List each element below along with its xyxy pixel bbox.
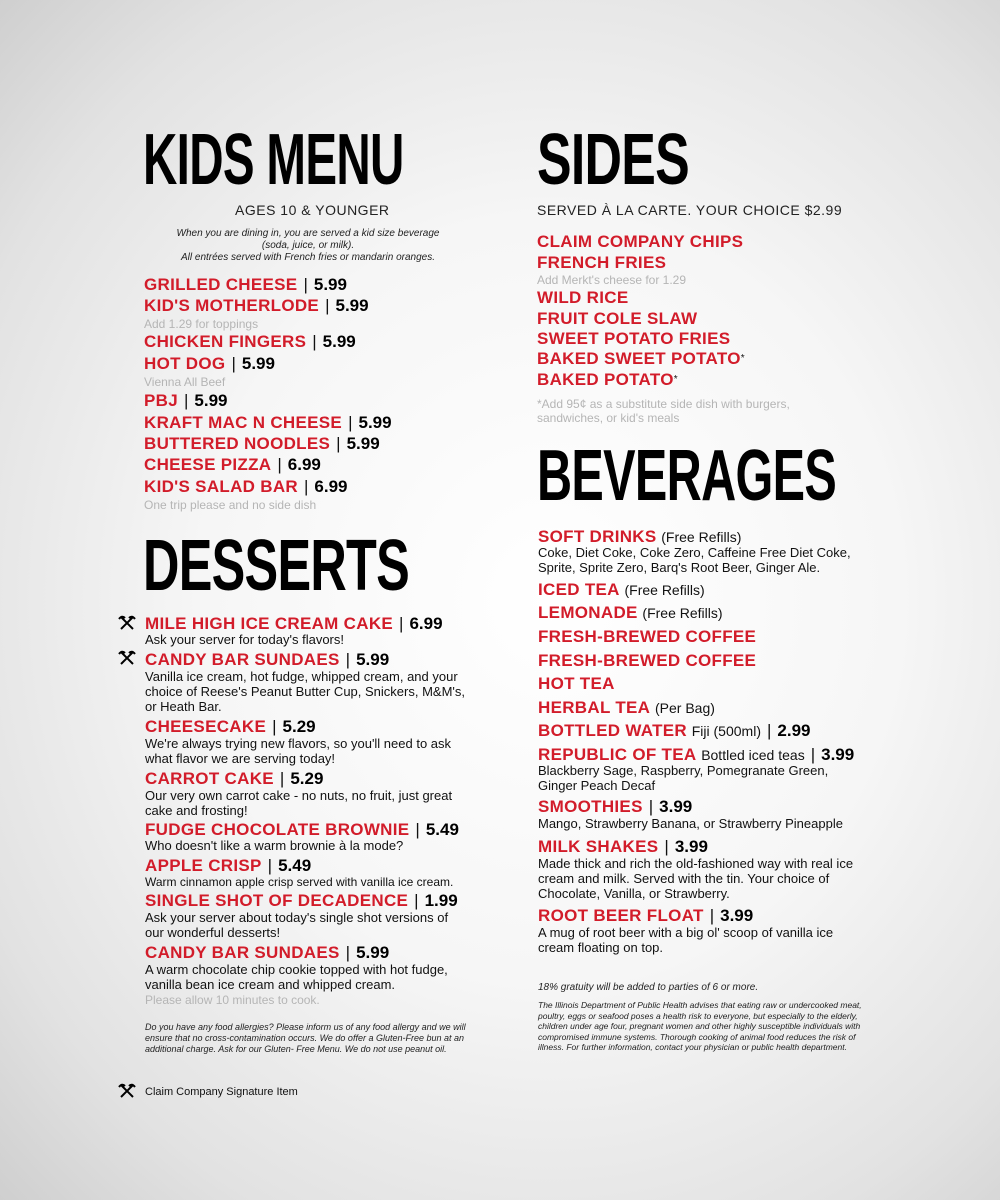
item-extra: Bottled iced teas [701,747,805,763]
item-price: 6.99 [287,455,321,474]
item-name: HERBAL TEA [538,698,651,717]
item-name: APPLE CRISP [145,856,262,875]
item-description: Who doesn't like a warm brownie à la mode? [145,838,404,853]
beverage-item: SMOOTHIES | 3.99 [538,797,693,816]
item-name: FUDGE CHOCOLATE BROWNIE [145,820,410,839]
item-name: FRENCH FRIES [537,253,667,272]
item-price: 5.99 [335,296,369,315]
beverage-item [538,627,756,647]
kids-intro-line-2: (soda, juice, or milk). [261,240,355,251]
asterisk-mark: * [740,353,745,364]
item-name: SINGLE SHOT OF DECADENCE [145,891,409,910]
item-price: 5.99 [194,391,228,410]
item-extra: (Free Refills) [642,605,723,621]
item-price: 6.99 [409,614,443,633]
dessert-item: CANDY BAR SUNDAES | 5.99 [145,943,390,962]
item-name: SOFT DRINKS [538,527,657,546]
sides-subtitle: SERVED À LA CARTE. YOUR CHOICE $2.99 [537,202,843,218]
item-description: Vanilla ice cream, hot fudge, whipped cream, and your choice of Reese's Peanut Butter Cup, Snickers, M&M's, or Heath Bar. [145,669,465,714]
kids-item: GRILLED CHEESE | 5.99 [144,275,347,294]
item-description: Our very own carrot cake - no nuts, no fruit, just great cake and frosting! [145,788,453,818]
side-item [537,288,628,308]
signature-legend: Claim Company Signature Item [145,1086,298,1098]
item-price: 2.99 [777,721,811,740]
item-price: 3.99 [720,906,754,925]
dessert-item: MILE HIGH ICE CREAM CAKE | 6.99 [145,614,443,633]
beverage-item [538,580,705,600]
item-name: FRESH-BREWED COFFEE [538,627,757,646]
beverages-title: BEVERAGES [537,436,837,516]
dessert-item: CHEESECAKE | 5.29 [145,717,316,736]
item-name: LEMONADE [538,603,638,622]
side-item [537,232,743,252]
item-price: 1.99 [424,891,458,910]
item-price: 3.99 [821,745,855,764]
kids-item: KID'S MOTHERLODE | 5.99 [144,296,369,315]
kids-item: BUTTERED NOODLES | 5.99 [144,434,380,453]
item-price: 5.29 [290,769,324,788]
beverage-item [538,527,741,547]
item-description: Mango, Strawberry Banana, or Strawberry Pineapple [538,816,843,831]
item-name: FRUIT COLE SLAW [537,309,698,328]
item-description: A mug of root beer with a big ol' scoop of vanilla ice cream floating on top. [538,925,834,955]
asterisk-mark: * [673,374,678,385]
dessert-item: CANDY BAR SUNDAES | 5.99 [145,650,390,669]
item-name: CANDY BAR SUNDAES [145,650,340,669]
kids-intro-line-1: When you are dining in, you are served a kid size beverage [176,228,440,239]
side-item [537,329,730,349]
kids-item: HOT DOG | 5.99 [144,354,275,373]
item-name: CANDY BAR SUNDAES [145,943,340,962]
item-name: KRAFT MAC N CHEESE [144,413,343,432]
item-price: 5.99 [346,434,380,453]
item-name: GRILLED CHEESE [144,275,298,294]
item-name: HOT TEA [538,674,615,693]
item-name: CHICKEN FINGERS [144,332,307,351]
signature-pickaxe-icon [118,650,136,668]
item-price: 5.29 [282,717,316,736]
item-description: A warm chocolate chip cookie topped with hot fudge, vanilla bean ice cream and whipped cream. [145,962,448,992]
item-note: Add Merkt's cheese for 1.29 [537,273,687,287]
item-price: 6.99 [314,477,348,496]
kids-item: KID'S SALAD BAR | 6.99 [144,477,348,496]
item-name: FRESH-BREWED COFFEE [538,651,757,670]
kids-menu-subtitle: AGES 10 & YOUNGER [235,202,390,218]
item-name: SMOOTHIES [538,797,643,816]
beverage-item [538,603,723,623]
item-price: 5.49 [278,856,312,875]
item-name: BOTTLED WATER [538,721,688,740]
item-extra: (Per Bag) [654,700,715,716]
beverage-item [538,674,615,694]
side-item [537,253,666,273]
item-name: CARROT CAKE [145,769,274,788]
dessert-item: SINGLE SHOT OF DECADENCE | 1.99 [145,891,458,910]
item-name: WILD RICE [537,288,629,307]
item-extra: (Free Refills) [661,529,742,545]
side-item [537,370,678,390]
item-name: CHEESECAKE [145,717,267,736]
item-extra: (Free Refills) [624,582,705,598]
item-description: Blackberry Sage, Raspberry, Pomegranate Green, Ginger Peach Decaf [538,763,829,793]
beverage-item: MILK SHAKES | 3.99 [538,837,708,856]
side-item [537,309,697,329]
item-name: ICED TEA [538,580,620,599]
item-name: SWEET POTATO FRIES [537,329,731,348]
item-description: Ask your server about today's single shot versions of our wonderful desserts! [145,910,449,940]
health-advisory: The Illinois Department of Public Health advises that eating raw or undercooked meat, poultry, eggs or seafood poses a health risk to everyone, but especially to the elderly, children under age four, pregnant women and other highly susceptible individuals with compromised immune systems. Thorough cooking of animal food reduces the risk of illness. For further information, contact your physician or public health department. [538,1000,862,1053]
item-note: Vienna All Beef [144,375,226,389]
desserts-title: DESSERTS [143,526,410,606]
item-name: REPUBLIC OF TEA [538,745,697,764]
item-name: PBJ [144,391,178,410]
kids-item: CHEESE PIZZA | 6.99 [144,455,321,474]
item-price: 5.99 [358,413,392,432]
dessert-item: CARROT CAKE | 5.29 [145,769,324,788]
item-price: 5.49 [425,820,459,839]
allergy-notice: Do you have any food allergies? Please inform us of any food allergy and we will ensure that no cross-contamination occurs. We do offer a Gluten-Free bun at an additional charge. Ask for our Gluten- Free Menu. We do not use peanut oil. [145,1022,466,1054]
item-name: ROOT BEER FLOAT [538,906,704,925]
item-price: 5.99 [313,275,347,294]
beverage-item [538,651,756,671]
item-name: BAKED POTATO [537,370,674,389]
item-price: 5.99 [356,943,390,962]
item-price: 3.99 [659,797,693,816]
item-extra: Fiji (500ml) [691,723,761,739]
item-price: 5.99 [241,354,275,373]
kids-item: CHICKEN FINGERS | 5.99 [144,332,356,351]
kids-menu-title: KIDS MENU [143,120,404,200]
item-price: 5.99 [322,332,356,351]
side-item [537,349,745,369]
item-price: 3.99 [674,837,708,856]
item-note: Please allow 10 minutes to cook. [145,993,320,1007]
dessert-item: APPLE CRISP | 5.49 [145,856,312,875]
dessert-item: FUDGE CHOCOLATE BROWNIE | 5.49 [145,820,459,839]
gratuity-notice: 18% gratuity will be added to parties of 6 or more. [538,982,759,993]
kids-intro-line-3: All entrées served with French fries or mandarin oranges. [180,252,435,263]
beverage-item: ROOT BEER FLOAT | 3.99 [538,906,754,925]
sides-footnote-1: *Add 95¢ as a substitute side dish with burgers, [537,397,790,411]
signature-pickaxe-icon [118,615,136,633]
item-name: MILE HIGH ICE CREAM CAKE [145,614,394,633]
item-name: KID'S MOTHERLODE [144,296,320,315]
item-price: 5.99 [356,650,390,669]
item-name: KID'S SALAD BAR [144,477,298,496]
beverage-item: REPUBLIC OF TEA Bottled iced teas | 3.99 [538,745,855,764]
item-description: Warm cinnamon apple crisp served with vanilla ice cream. [145,875,454,889]
item-name: MILK SHAKES [538,837,659,856]
beverage-item [538,698,715,718]
item-name: HOT DOG [144,354,226,373]
sides-footnote-2: sandwiches, or kid's meals [537,411,680,425]
kids-item: KRAFT MAC N CHEESE | 5.99 [144,413,392,432]
signature-pickaxe-icon [118,1083,136,1101]
item-name: CLAIM COMPANY CHIPS [537,232,744,251]
item-description: Made thick and rich the old-fashioned way with real ice cream and milk. Served with the tin. Your choice of Chocolate, Vanilla, or Strawberry. [538,856,854,901]
sides-title: SIDES [537,120,689,200]
item-name: BAKED SWEET POTATO [537,349,741,368]
item-name: CHEESE PIZZA [144,455,272,474]
item-name: BUTTERED NOODLES [144,434,331,453]
item-description: We're always trying new flavors, so you'll need to ask what flavor we are serving today! [145,736,452,766]
item-description: Coke, Diet Coke, Coke Zero, Caffeine Free Diet Coke, Sprite, Sprite Zero, Barq's Root Beer, Ginger Ale. [538,545,851,575]
beverage-item: BOTTLED WATER Fiji (500ml) | 2.99 [538,721,811,740]
item-note: One trip please and no side dish [144,498,317,512]
item-description: Ask your server for today's flavors! [145,632,344,647]
item-note: Add 1.29 for toppings [144,317,259,331]
kids-item: PBJ | 5.99 [144,391,228,410]
